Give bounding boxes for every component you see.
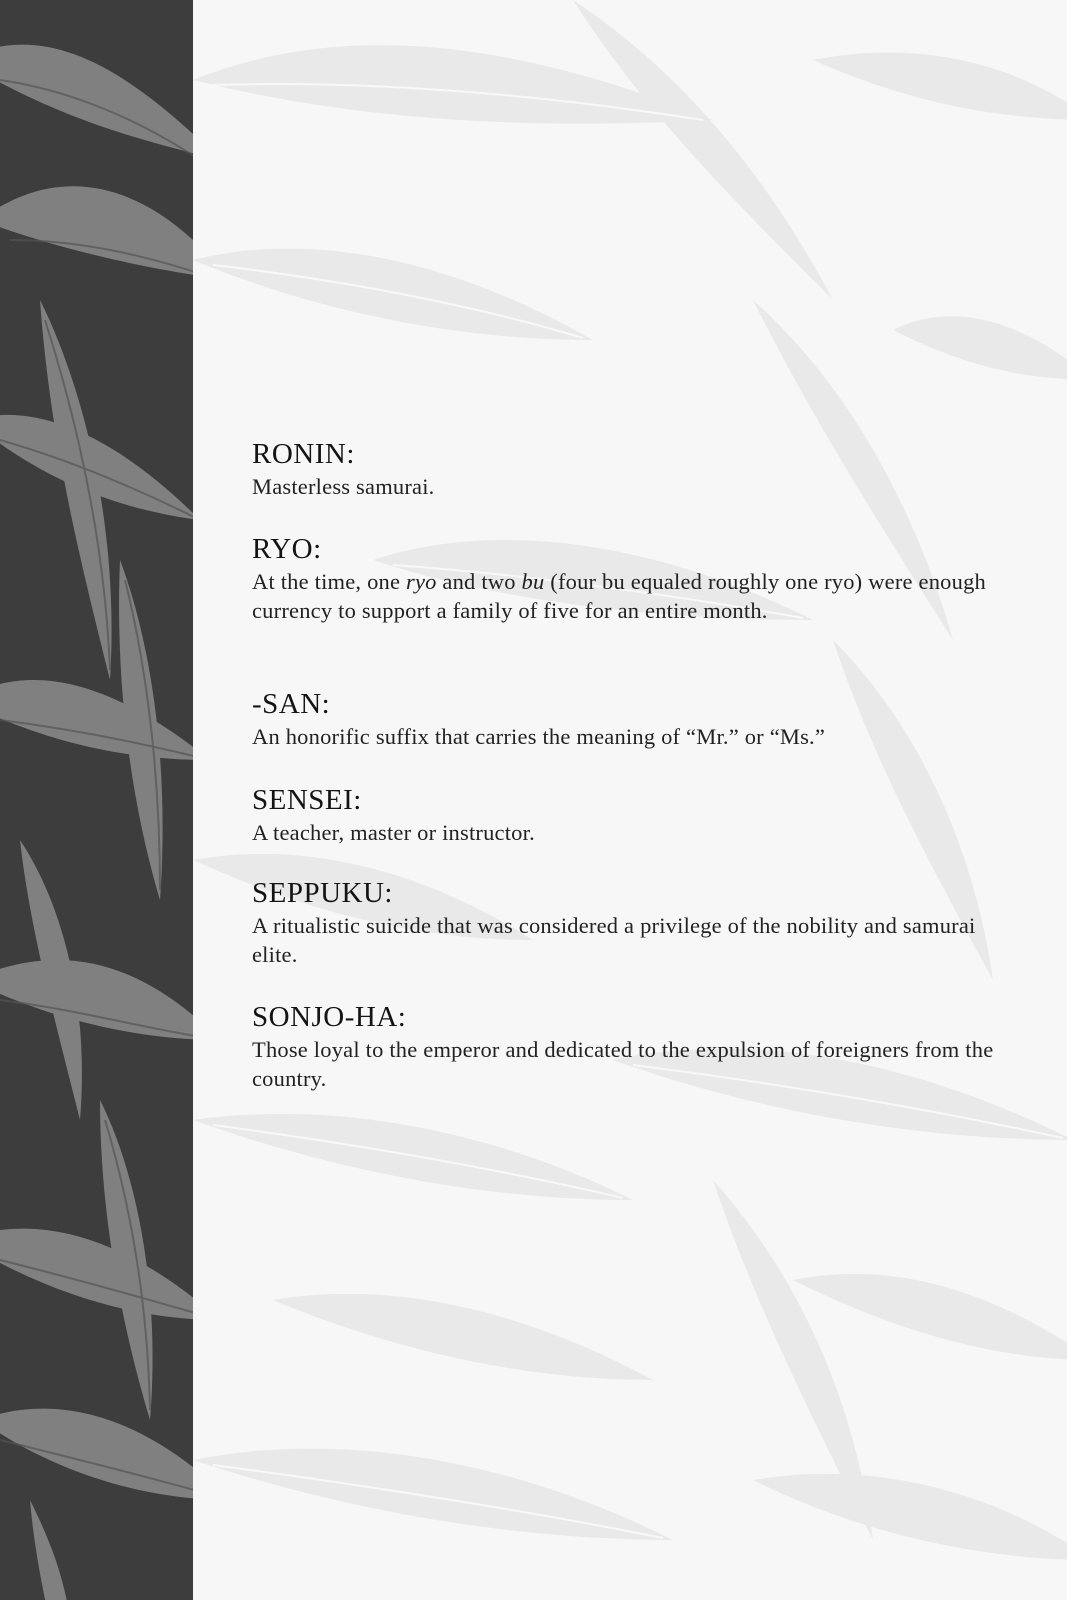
glossary-term: -SAN: — [252, 688, 331, 720]
glossary-term: SENSEI: — [252, 784, 362, 816]
glossary-entry-ryo — [252, 531, 1012, 625]
glossary-entry-ronin — [252, 436, 435, 501]
side-decorative-panel — [0, 0, 193, 1600]
definition-text: At the time, one — [252, 569, 406, 594]
glossary-term: SONJO-HA: — [252, 1001, 407, 1033]
definition-text: and two — [436, 569, 522, 594]
glossary-entry-sensei — [252, 782, 535, 847]
glossary-definition: A teacher, master or instructor. — [252, 820, 535, 845]
definition-italic-term: bu — [521, 569, 545, 594]
glossary-term: RYO: — [252, 533, 322, 565]
glossary-term: RONIN: — [252, 438, 355, 470]
glossary-entry-seppuku — [252, 875, 1012, 969]
glossary-entry-san — [252, 686, 825, 751]
definition-text: (four bu equaled roughly one ryo) were enough currency to support a family of five for an entire month. — [252, 569, 986, 623]
leaf-pattern-dark — [0, 0, 193, 1600]
glossary-term: SEPPUKU: — [252, 877, 393, 909]
glossary-definition: An honorific suffix that carries the meaning of “Mr.” or “Ms.” — [252, 724, 826, 749]
glossary-definition: Those loyal to the emperor and dedicated to the expulsion of foreigners from the country. — [252, 1037, 994, 1091]
glossary-entry-sonjo-ha — [252, 999, 1012, 1093]
definition-italic-term: ryo — [406, 569, 437, 594]
glossary-definition — [252, 567, 1012, 625]
glossary-definition: A ritualistic suicide that was considered a privilege of the nobility and samurai elite. — [252, 913, 976, 967]
glossary-definition: Masterless samurai. — [252, 474, 435, 499]
